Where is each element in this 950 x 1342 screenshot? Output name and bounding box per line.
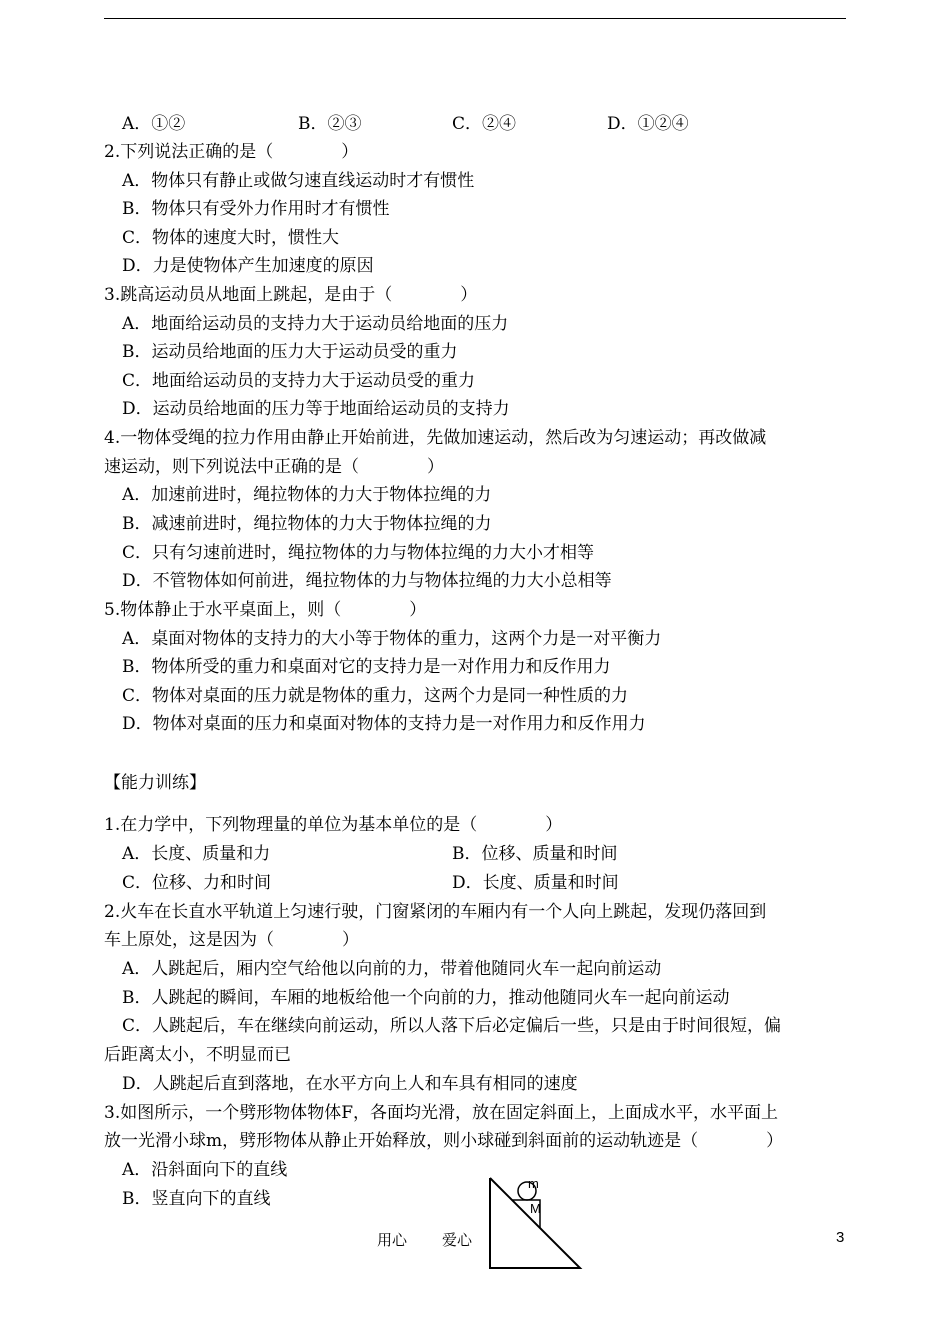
question-stem: 4.一物体受绳的拉力作用由静止开始前进，先做加速运动，然后改为匀速运动；再改做减 [104,428,767,448]
question-stem-cont: 车上原处，这是因为（ ） [104,930,359,950]
options-row [122,872,822,894]
page-number: 3 [836,1229,845,1246]
option-c: C．地面给运动员的支持力大于运动员受的重力 [122,371,476,391]
incline-outline [490,1178,580,1268]
option-d: D．运动员给地面的压力等于地面给运动员的支持力 [122,399,510,419]
option-d: D．人跳起后直到落地，在水平方向上人和车具有相同的速度 [122,1074,578,1094]
option-a: A．人跳起后，厢内空气给他以向前的力，带着他随同火车一起向前运动 [122,959,662,979]
option-a: A．加速前进时，绳拉物体的力大于物体拉绳的力 [122,485,492,505]
option-d: D．不管物体如何前进，绳拉物体的力与物体拉绳的力大小总相等 [122,571,612,591]
question-stem: 5.物体静止于水平桌面上，则（ ） [104,600,427,620]
wedge-label: M [530,1201,541,1216]
option-c: C．只有匀速前进时，绳拉物体的力与物体拉绳的力大小才相等 [122,543,595,563]
question-stem: 3.如图所示，一个劈形物体物体F，各面均光滑，放在固定斜面上，上面成水平，水平面上 [104,1103,779,1123]
option-b: B．减速前进时，绳拉物体的力大于物体拉绳的力 [122,514,492,534]
options-row-q1-prev [122,113,822,135]
question-stem: 2.火车在长直水平轨道上匀速行驶，门窗紧闭的车厢内有一个人向上跳起，发现仍落回到 [104,902,767,922]
option-c: C．②④ [452,114,517,134]
option-a: A．①② [122,114,186,134]
incline-wedge-figure [486,1160,586,1272]
option-b: B．位移、质量和时间 [452,844,618,864]
section-title: 【能力训练】 [104,773,206,793]
option-a: A．沿斜面向下的直线 [122,1160,288,1180]
option-a: A．桌面对物体的支持力的大小等于物体的重力，这两个力是一对平衡力 [122,629,662,649]
option-b: B．运动员给地面的压力大于运动员受的重力 [122,342,458,362]
option-b: B．人跳起的瞬间，车厢的地板给他一个向前的力，推动他随同火车一起向前运动 [122,988,730,1008]
option-d: D．力是使物体产生加速度的原因 [122,256,374,276]
question-stem-cont: 速运动，则下列说法中正确的是（ ） [104,457,444,477]
option-d: D．①②④ [607,114,689,134]
header-rule [104,18,846,19]
footer-right: 爱心 [442,1231,473,1249]
option-c: C．物体的速度大时，惯性大 [122,228,340,248]
option-c: C．人跳起后，车在继续向前运动，所以人落下后必定偏后一些，只是由于时间很短，偏 [122,1016,782,1036]
option-c: C．位移、力和时间 [122,873,272,893]
option-a: A．物体只有静止或做匀速直线运动时才有惯性 [122,171,475,191]
question-stem-cont: 放一光滑小球m，劈形物体从静止开始释放，则小球碰到斜面前的运动轨迹是（ ） [104,1131,784,1151]
option-d: D．长度、质量和时间 [452,873,619,893]
option-d: D．物体对桌面的压力和桌面对物体的支持力是一对作用力和反作用力 [122,714,646,734]
option-b: B．物体只有受外力作用时才有惯性 [122,199,390,219]
options-row [122,843,822,865]
question-stem: 1.在力学中，下列物理量的单位为基本单位的是（ ） [104,815,563,835]
ball-label: m [528,1176,539,1191]
footer-left: 用心 [377,1231,408,1249]
option-c: C．物体对桌面的压力就是物体的重力，这两个力是同一种性质的力 [122,686,629,706]
question-stem: 3.跳高运动员从地面上跳起，是由于（ ） [104,285,478,305]
option-a: A．长度、质量和力 [122,844,271,864]
option-b: B．物体所受的重力和桌面对它的支持力是一对作用力和反作用力 [122,657,611,677]
option-b: B．②③ [298,114,362,134]
option-b: B．竖直向下的直线 [122,1189,271,1209]
question-stem: 2.下列说法正确的是（ ） [104,142,359,162]
option-c-cont: 后距离太小，不明显而已 [104,1045,291,1065]
option-a: A．地面给运动员的支持力大于运动员给地面的压力 [122,314,509,334]
